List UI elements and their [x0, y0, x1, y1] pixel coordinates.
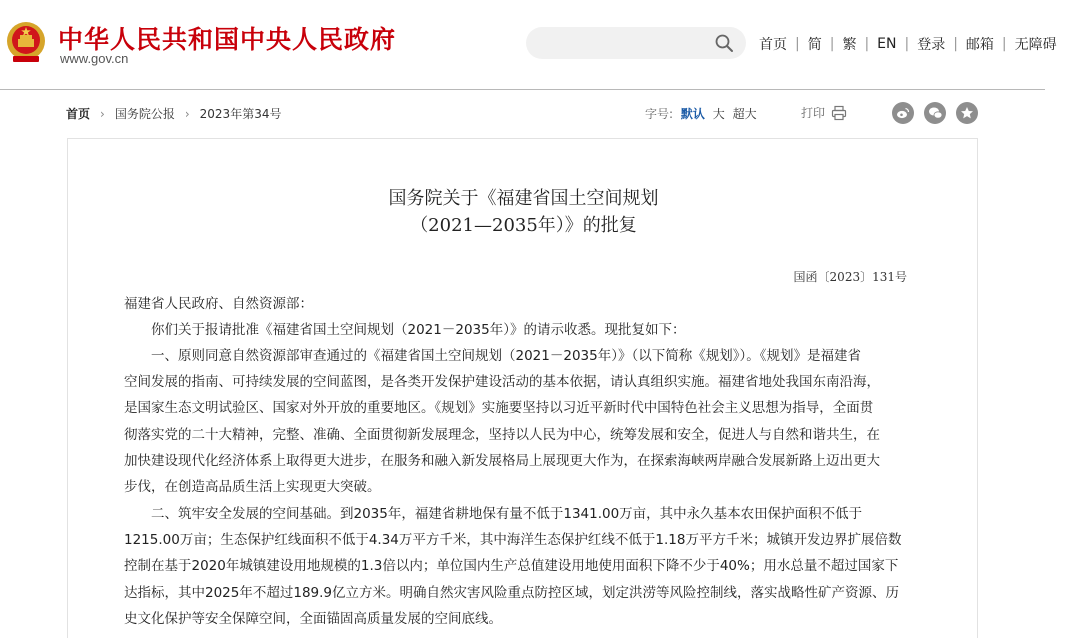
- search-input[interactable]: [526, 27, 746, 59]
- document-number: 国函〔2023〕131号: [793, 270, 907, 284]
- top-nav: [759, 34, 1065, 54]
- paragraph-line: 彻落实党的二十大精神，完整、准确、全面贯彻新发展理念，坚持以人民为中心，统筹发展和安全，促进人与自然和谐共生，在: [124, 426, 880, 443]
- paragraph-2: [124, 501, 916, 632]
- intro-paragraph: [124, 317, 916, 343]
- chevron-right-icon: ›: [100, 106, 105, 121]
- paragraph-line: 一、原则同意自然资源部审查通过的《福建省国土空间规划（2021－2035年）》（以下简称《规划》）。《规划》是福建省: [151, 348, 861, 364]
- font-size-default[interactable]: 默认: [680, 107, 705, 121]
- nav-traditional[interactable]: 繁: [842, 37, 857, 53]
- nav-login[interactable]: 登录: [917, 37, 946, 53]
- article-title-line-1: 国务院关于《福建省国土空间规划: [388, 188, 659, 209]
- paragraph-line: 空间发展的指南、可持续发展的空间蓝图，是各类开发保护建设活动的基本依据，请认真组织实施。福建省地处我国东南沿海，: [124, 374, 880, 391]
- nav-divider: |: [829, 36, 835, 52]
- nav-accessibility[interactable]: 无障碍: [1014, 37, 1057, 53]
- salutation: [124, 291, 916, 317]
- search-icon[interactable]: [714, 33, 734, 53]
- salutation-text: 福建省人民政府、自然资源部：: [124, 296, 313, 312]
- font-size-large[interactable]: 大: [712, 107, 725, 121]
- paragraph-line: 史文化保护等安全保障空间，全面锚固高质量发展的空间底线。: [124, 610, 502, 627]
- nav-home[interactable]: 首页: [759, 37, 787, 53]
- paragraph-1: [124, 343, 916, 500]
- nav-english[interactable]: EN: [877, 36, 897, 52]
- paragraph-line: 二、筑牢安全发展的空间基础。到2035年，福建省耕地保有量不低于1341.00万亩，其中永久基本农田保护面积不低于: [151, 506, 863, 522]
- nav-divider: |: [795, 36, 800, 52]
- paragraph-line: 是国家生态文明试验区、国家对外开放的重要地区。《规划》实施要坚持以习近平新时代中国特色社会主义思想为指导，全面贯: [124, 400, 874, 417]
- site-title[interactable]: 中华人民共和国中央人民政府: [58, 25, 397, 54]
- printer-icon: [831, 105, 847, 121]
- paragraph-line: 1215.00万亩；生态保护红线面积不低于4.34万平方千米，其中海洋生态保护红线不低于1.18万平方千米；城镇开发边界扩展倍数: [124, 532, 902, 549]
- nav-mail[interactable]: 邮箱: [965, 37, 994, 53]
- intro-text: 你们关于报请批准《福建省国土空间规划（2021－2035年）》的请示收悉。现批复如下：: [151, 322, 686, 338]
- breadcrumb: [66, 105, 281, 122]
- chevron-right-icon: ›: [184, 106, 190, 121]
- wechat-icon: [928, 106, 943, 120]
- paragraph-line: 步伐，在创造高品质生活上实现更大突破。: [124, 479, 381, 496]
- favorite-icon: [960, 106, 974, 120]
- paragraph-line: 加快建设现代化经济体系上取得更大进步，在服务和融入新发展格局上展现更大作为，在探索海峡两岸融合发展新路上迈出更大: [124, 452, 880, 469]
- breadcrumb-bulletin[interactable]: 国务院公报: [114, 107, 175, 121]
- font-size-label: 字号:: [645, 107, 674, 121]
- nav-divider: |: [904, 36, 910, 52]
- font-size-xlarge[interactable]: 超大: [732, 107, 757, 121]
- print-button[interactable]: [801, 104, 847, 121]
- nav-simplified[interactable]: 简: [807, 37, 822, 53]
- breadcrumb-home[interactable]: 首页: [66, 107, 91, 121]
- wechat-share-button[interactable]: [924, 102, 946, 124]
- header-divider: [0, 89, 1045, 90]
- article-panel: [67, 138, 978, 638]
- font-size-selector: [645, 105, 757, 122]
- paragraph-line: 达指标，其中2025年不超过189.9亿立方米。明确自然灾害风险重点防控区域，划定洪涝等风险控制线，落实战略性矿产资源、历: [124, 584, 900, 601]
- breadcrumb-issue[interactable]: 2023年第34号: [199, 107, 282, 121]
- site-header: [0, 0, 1057, 90]
- article-title-line-2: （2021—2035年）》的批复: [410, 215, 637, 236]
- weibo-share-button[interactable]: [892, 102, 914, 124]
- weibo-icon: [896, 106, 910, 120]
- favorite-button[interactable]: [956, 102, 978, 124]
- nav-divider: |: [864, 36, 870, 52]
- nav-divider: |: [1001, 36, 1007, 52]
- national-emblem-icon[interactable]: [5, 20, 47, 64]
- paragraph-line: 控制在基于2020年城镇建设用地规模的1.3倍以内；单位国内生产总值建设用地使用面积下降不少于40%；用水总量不超过国家下: [124, 558, 899, 575]
- print-label: 打印: [801, 106, 826, 120]
- nav-divider: |: [953, 36, 958, 52]
- site-url: www.gov.cn: [60, 51, 129, 66]
